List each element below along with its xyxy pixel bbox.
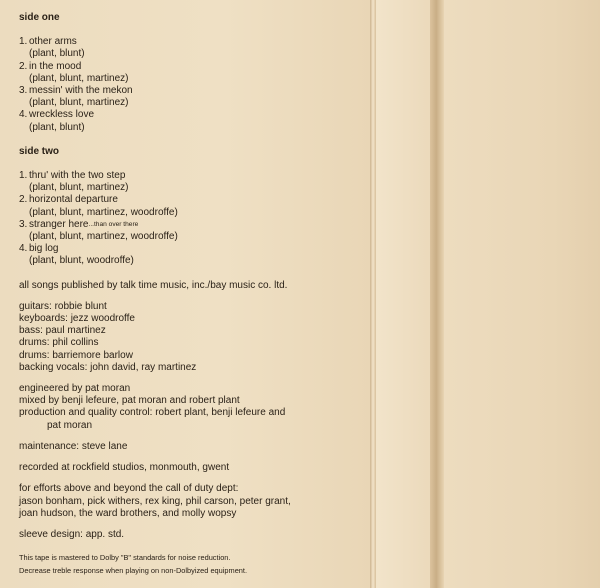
- musician-credit: drums: barriemore barlow: [19, 349, 133, 361]
- musician-credit: bass: paul martinez: [19, 325, 106, 337]
- track-title-suffix: ...than over there: [88, 220, 139, 228]
- inlay-spine-panel: [376, 0, 432, 588]
- track-item: [19, 170, 369, 194]
- musician-credits: [19, 301, 369, 374]
- track-number: 1.: [19, 170, 28, 182]
- thanks-line: joan hudson, the ward brothers, and molly wopsy: [19, 507, 237, 519]
- track-number: 3.: [19, 218, 28, 230]
- liner-notes: [19, 12, 369, 577]
- track-item: [19, 85, 369, 109]
- musician-credit: guitars: robbie blunt: [19, 300, 107, 312]
- recording-location: recorded at rockfield studios, monmouth, gwent: [19, 462, 230, 474]
- track-credits: (plant, blunt, martinez, woodroffe): [29, 206, 178, 218]
- track-credits: (plant, blunt, martinez): [29, 72, 129, 84]
- track-credits: (plant, blunt, martinez): [29, 97, 129, 109]
- track-title: stranger here: [29, 218, 89, 230]
- track-number: 2.: [19, 60, 28, 72]
- track-title: horizontal departure: [29, 194, 118, 206]
- thanks-credits: [19, 483, 369, 520]
- track-credits: (plant, blunt, woodroffe): [29, 255, 134, 267]
- dolby-notice-line: This tape is mastered to Dolby "B" standards for noise reduction.: [19, 553, 231, 563]
- maintenance-credit: maintenance: steve lane: [19, 440, 128, 452]
- track-item: [19, 219, 369, 243]
- track-credits: (plant, blunt, martinez): [29, 182, 129, 194]
- track-credits: (plant, blunt): [29, 48, 85, 60]
- sleeve-design-credit: sleeve design: app. std.: [19, 528, 125, 540]
- musician-credit: keyboards: jezz woodroffe: [19, 313, 135, 325]
- track-item: [19, 243, 369, 267]
- side-one-heading: side one: [19, 12, 60, 23]
- mix-credit: mixed by benji lefeure, pat moran and robert plant: [19, 395, 240, 407]
- publisher-credit: all songs published by talk time music, inc./bay music co. ltd.: [19, 279, 288, 291]
- musician-credit: drums: phil collins: [19, 337, 99, 349]
- track-item: [19, 109, 369, 133]
- inlay-back-panel: [444, 0, 600, 588]
- track-title: messin' with the mekon: [29, 85, 133, 97]
- track-credits: (plant, blunt, martinez, woodroffe): [29, 231, 178, 243]
- side-two-heading: side two: [19, 145, 60, 157]
- track-title: in the mood: [29, 60, 82, 72]
- track-item: [19, 194, 369, 218]
- track-number: 4.: [19, 109, 28, 121]
- engineer-credit: engineered by pat moran: [19, 383, 131, 395]
- track-title: wreckless love: [29, 109, 95, 121]
- thanks-line: for efforts above and beyond the call of duty dept:: [19, 483, 239, 495]
- track-number: 2.: [19, 194, 28, 206]
- side-two-tracklist: [19, 170, 369, 268]
- track-number: 1.: [19, 36, 28, 48]
- production-credits: [19, 383, 369, 432]
- dolby-notice-line: Decrease treble response when playing on non-Dolbyized equipment.: [19, 566, 248, 576]
- track-number: 3.: [19, 85, 28, 97]
- track-credits: (plant, blunt): [29, 121, 85, 133]
- side-one-tracklist: [19, 36, 369, 134]
- production-credit: production and quality control: robert plant, benji lefeure and: [19, 407, 286, 419]
- track-item: [19, 61, 369, 85]
- dolby-notice: [19, 551, 369, 577]
- track-title: big log: [29, 243, 59, 255]
- track-title: thru' with the two step: [29, 170, 126, 182]
- track-item: [19, 36, 369, 60]
- inlay-fold-crease-2: [430, 0, 444, 588]
- musician-credit: backing vocals: john david, ray martinez: [19, 361, 197, 373]
- track-number: 4.: [19, 243, 28, 255]
- production-credit-continued: pat moran: [47, 419, 93, 431]
- thanks-line: jason bonham, pick withers, rex king, phil carson, peter grant,: [19, 495, 291, 507]
- track-title: other arms: [29, 36, 77, 48]
